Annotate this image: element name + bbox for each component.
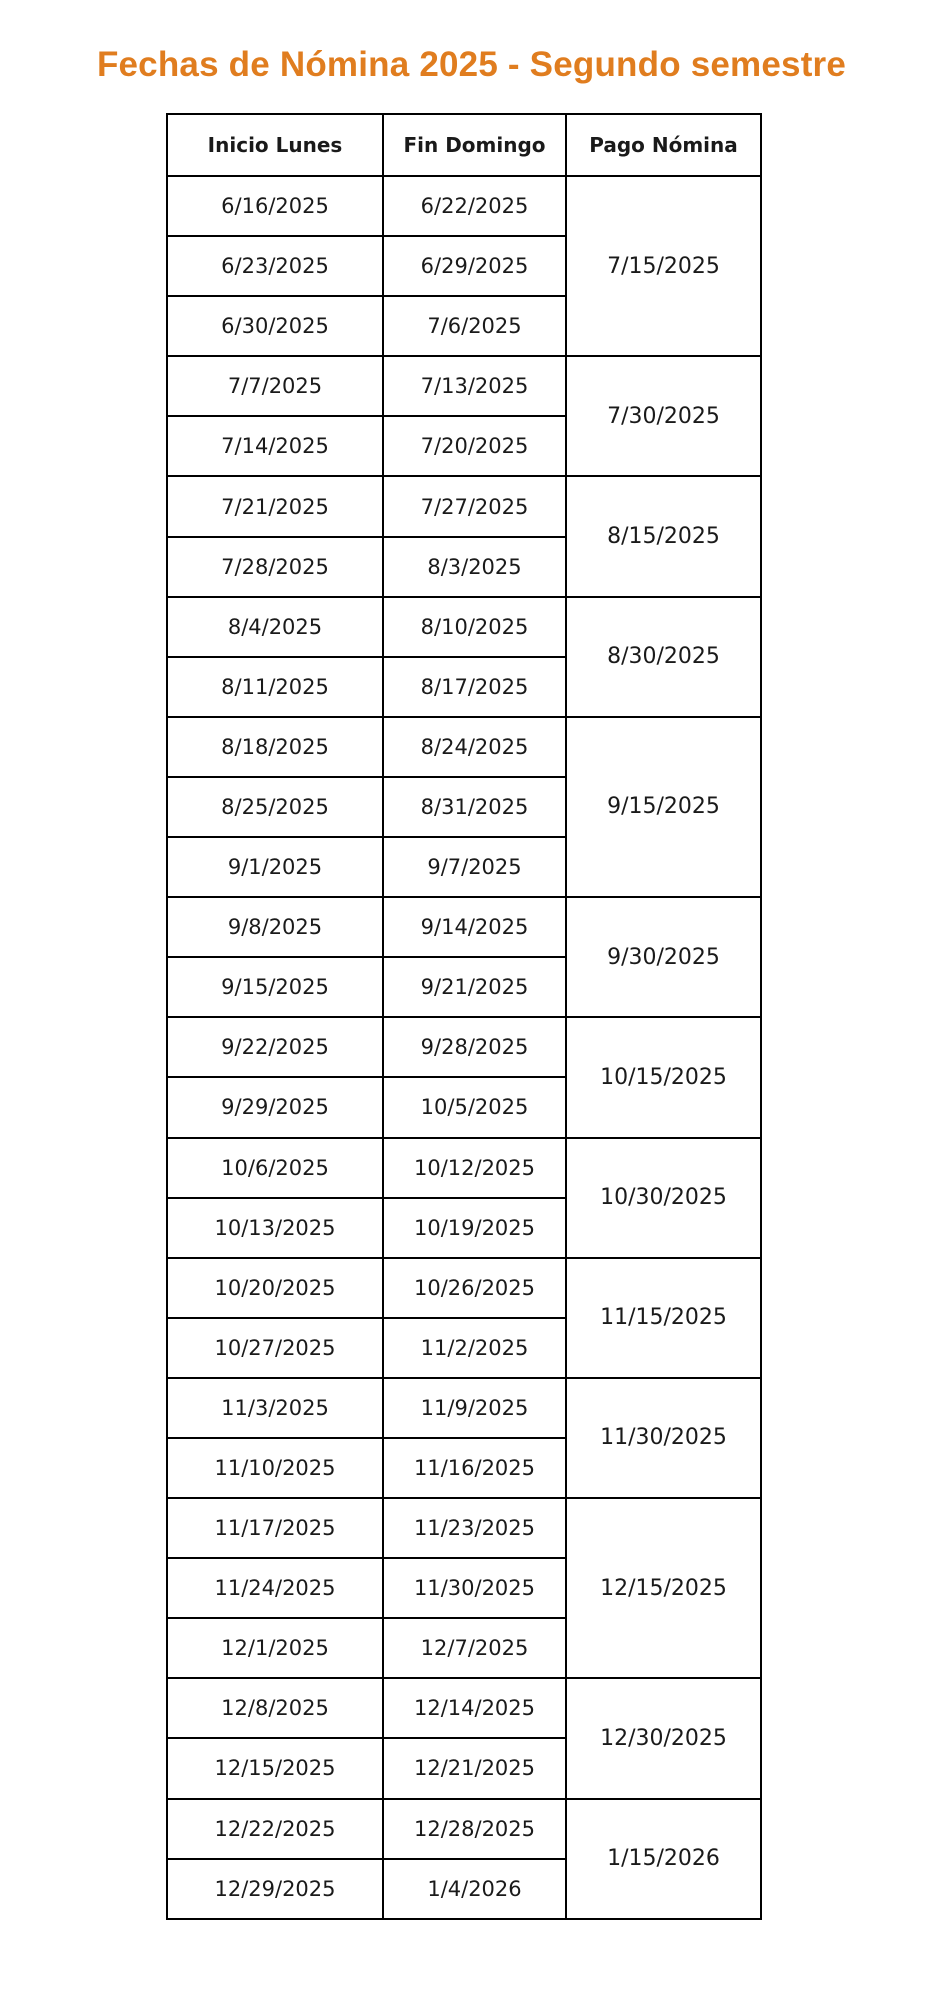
cell-end-date: 9/21/2025 bbox=[383, 957, 566, 1017]
cell-start-date: 12/1/2025 bbox=[167, 1618, 383, 1678]
cell-start-date: 7/7/2025 bbox=[167, 356, 383, 416]
cell-end-date: 9/7/2025 bbox=[383, 837, 566, 897]
column-header-payroll-payment: Pago Nómina bbox=[566, 114, 761, 176]
cell-end-date: 12/21/2025 bbox=[383, 1738, 566, 1798]
cell-start-date: 8/4/2025 bbox=[167, 597, 383, 657]
cell-start-date: 7/21/2025 bbox=[167, 476, 383, 536]
cell-start-date: 9/22/2025 bbox=[167, 1017, 383, 1077]
table-body bbox=[167, 176, 761, 1919]
cell-pay-date: 7/15/2025 bbox=[566, 176, 761, 356]
cell-start-date: 8/11/2025 bbox=[167, 657, 383, 717]
cell-end-date: 10/19/2025 bbox=[383, 1198, 566, 1258]
table-header-row bbox=[167, 114, 761, 176]
table-row bbox=[167, 1498, 761, 1558]
cell-start-date: 11/24/2025 bbox=[167, 1558, 383, 1618]
cell-end-date: 10/26/2025 bbox=[383, 1258, 566, 1318]
cell-end-date: 8/24/2025 bbox=[383, 717, 566, 777]
cell-start-date: 6/23/2025 bbox=[167, 236, 383, 296]
cell-start-date: 10/20/2025 bbox=[167, 1258, 383, 1318]
table-row bbox=[167, 717, 761, 777]
table-row bbox=[167, 1138, 761, 1198]
payroll-schedule-table bbox=[166, 113, 762, 1920]
cell-start-date: 11/17/2025 bbox=[167, 1498, 383, 1558]
cell-end-date: 11/2/2025 bbox=[383, 1318, 566, 1378]
cell-start-date: 9/1/2025 bbox=[167, 837, 383, 897]
cell-start-date: 11/3/2025 bbox=[167, 1378, 383, 1438]
cell-start-date: 7/14/2025 bbox=[167, 416, 383, 476]
column-header-end-sunday: Fin Domingo bbox=[383, 114, 566, 176]
cell-end-date: 8/3/2025 bbox=[383, 537, 566, 597]
cell-start-date: 10/6/2025 bbox=[167, 1138, 383, 1198]
cell-pay-date: 8/30/2025 bbox=[566, 597, 761, 717]
cell-start-date: 6/16/2025 bbox=[167, 176, 383, 236]
cell-end-date: 7/27/2025 bbox=[383, 476, 566, 536]
cell-end-date: 12/28/2025 bbox=[383, 1799, 566, 1859]
cell-start-date: 9/8/2025 bbox=[167, 897, 383, 957]
cell-pay-date: 12/30/2025 bbox=[566, 1678, 761, 1798]
cell-start-date: 7/28/2025 bbox=[167, 537, 383, 597]
cell-pay-date: 9/15/2025 bbox=[566, 717, 761, 897]
cell-pay-date: 1/15/2026 bbox=[566, 1799, 761, 1919]
cell-start-date: 12/29/2025 bbox=[167, 1859, 383, 1919]
table-row bbox=[167, 897, 761, 957]
cell-end-date: 11/30/2025 bbox=[383, 1558, 566, 1618]
cell-end-date: 8/17/2025 bbox=[383, 657, 566, 717]
cell-end-date: 11/9/2025 bbox=[383, 1378, 566, 1438]
cell-end-date: 7/20/2025 bbox=[383, 416, 566, 476]
cell-start-date: 12/22/2025 bbox=[167, 1799, 383, 1859]
table-row bbox=[167, 1678, 761, 1738]
cell-pay-date: 9/30/2025 bbox=[566, 897, 761, 1017]
cell-end-date: 11/23/2025 bbox=[383, 1498, 566, 1558]
cell-end-date: 6/29/2025 bbox=[383, 236, 566, 296]
cell-end-date: 7/13/2025 bbox=[383, 356, 566, 416]
cell-start-date: 10/27/2025 bbox=[167, 1318, 383, 1378]
cell-start-date: 9/15/2025 bbox=[167, 957, 383, 1017]
cell-start-date: 12/15/2025 bbox=[167, 1738, 383, 1798]
cell-start-date: 10/13/2025 bbox=[167, 1198, 383, 1258]
table-row bbox=[167, 176, 761, 236]
cell-end-date: 1/4/2026 bbox=[383, 1859, 566, 1919]
cell-start-date: 11/10/2025 bbox=[167, 1438, 383, 1498]
cell-start-date: 12/8/2025 bbox=[167, 1678, 383, 1738]
table-row bbox=[167, 1258, 761, 1318]
cell-pay-date: 11/15/2025 bbox=[566, 1258, 761, 1378]
table-row bbox=[167, 597, 761, 657]
table-row bbox=[167, 1378, 761, 1438]
cell-end-date: 6/22/2025 bbox=[383, 176, 566, 236]
cell-end-date: 7/6/2025 bbox=[383, 296, 566, 356]
table-row bbox=[167, 356, 761, 416]
cell-end-date: 8/10/2025 bbox=[383, 597, 566, 657]
cell-end-date: 8/31/2025 bbox=[383, 777, 566, 837]
cell-end-date: 12/14/2025 bbox=[383, 1678, 566, 1738]
cell-pay-date: 10/15/2025 bbox=[566, 1017, 761, 1137]
cell-pay-date: 11/30/2025 bbox=[566, 1378, 761, 1498]
cell-end-date: 10/5/2025 bbox=[383, 1077, 566, 1137]
cell-end-date: 12/7/2025 bbox=[383, 1618, 566, 1678]
cell-end-date: 9/28/2025 bbox=[383, 1017, 566, 1077]
table-row bbox=[167, 1799, 761, 1859]
cell-end-date: 11/16/2025 bbox=[383, 1438, 566, 1498]
table-row bbox=[167, 1017, 761, 1077]
table-row bbox=[167, 476, 761, 536]
cell-pay-date: 10/30/2025 bbox=[566, 1138, 761, 1258]
cell-pay-date: 12/15/2025 bbox=[566, 1498, 761, 1678]
column-header-start-monday: Inicio Lunes bbox=[167, 114, 383, 176]
cell-start-date: 6/30/2025 bbox=[167, 296, 383, 356]
cell-start-date: 8/25/2025 bbox=[167, 777, 383, 837]
cell-start-date: 9/29/2025 bbox=[167, 1077, 383, 1137]
cell-end-date: 10/12/2025 bbox=[383, 1138, 566, 1198]
cell-start-date: 8/18/2025 bbox=[167, 717, 383, 777]
cell-pay-date: 7/30/2025 bbox=[566, 356, 761, 476]
cell-end-date: 9/14/2025 bbox=[383, 897, 566, 957]
page-title: Fechas de Nómina 2025 - Segundo semestre bbox=[96, 45, 847, 85]
cell-pay-date: 8/15/2025 bbox=[566, 476, 761, 596]
